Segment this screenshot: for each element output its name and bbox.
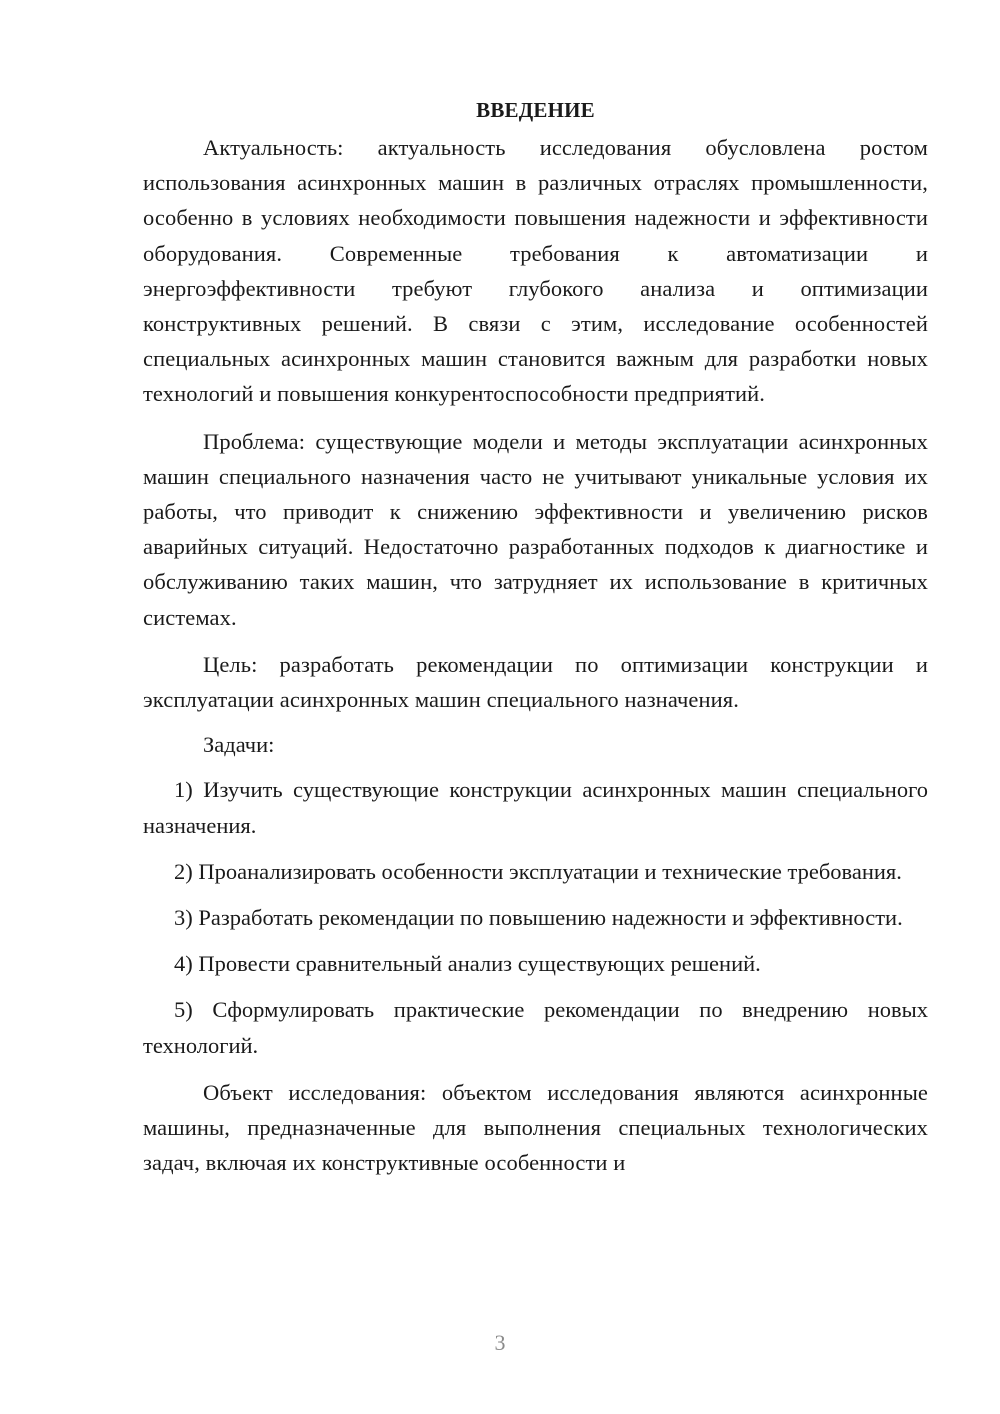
task-item: 1) Изучить существующие конструкции асинхронных машин специального назначения. (143, 777, 928, 838)
task-item: 4) Провести сравнительный анализ существующих решений. (174, 951, 761, 977)
goal-paragraph: Цель: разработать рекомендации по оптимизации конструкции и эксплуатации асинхронных машин специального назначения. (143, 651, 928, 713)
tasks-list (143, 772, 928, 1062)
tasks-label: Задачи: (203, 732, 275, 758)
problem-paragraph: Проблема: существующие модели и методы эксплуатации асинхронных машин специального назначения часто не учитывают уникальные условия их работы, что приводит к снижению эффективности и увеличению рисков аварийных ситуаций. Недостаточно разработанных подходов к диагностике и обслуживанию таких машин, что затрудняет их использование в критичных системах. (143, 428, 928, 630)
page-number: 3 (494, 1330, 506, 1355)
task-item: 2) Проанализировать особенности эксплуатации и технические требования. (174, 858, 902, 884)
object-paragraph: Объект исследования: объектом исследования являются асинхронные машины, предназначенные для выполнения специальных технологических задач, включая их конструктивные особенности и (143, 1079, 928, 1176)
page-content (143, 92, 928, 1180)
section-title: ВВЕДЕНИЕ (476, 98, 595, 122)
relevance-paragraph: Актуальность: актуальность исследования обусловлена ростом использования асинхронных машин в различных отраслях промышленности, особенно в условиях необходимости повышения надежности и эффективности оборудования. Современные требования к автоматизации и энергоэффективности требуют глубокого анализа и оптимизации конструктивных решений. В связи с этим, исследование особенностей специальных асинхронных машин становится важным для разработки новых технологий и повышения конкурентоспособности предприятий. (143, 135, 928, 407)
task-item: 5) Сформулировать практические рекомендации по внедрению новых технологий. (143, 997, 928, 1058)
task-item: 3) Разработать рекомендации по повышению надежности и эффективности. (174, 905, 903, 931)
